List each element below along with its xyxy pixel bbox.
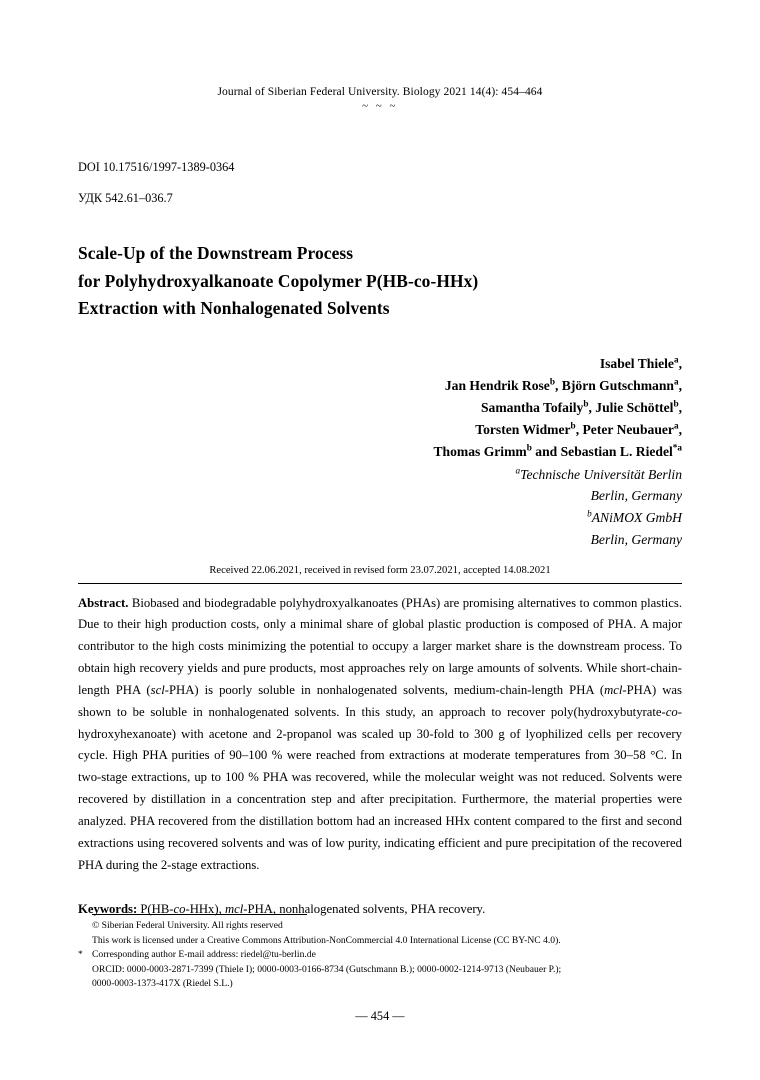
ornament-divider: ~ ~ ~ [362,100,398,112]
footnotes [78,914,682,992]
keywords-text-3: -PHA, nonhalogenated solvents, PHA recovery. [243,901,486,916]
abstract-text-4: -hydroxyhexanoate) with acetone and 2-propanol was scaled up 30-fold to 300 g of lyophilized cells per recovery cycle. High PHA purities of 90–100 % were reached from extractions at moderate temperatures from 30–58 °C. In two-stage extractions, up to 100 % PHA was recovered, while the molecular weight was not reduced. Solvents were recovered by distillation in a concentration step and after precipitation. Furthermore, the material properties were analyzed. PHA recovered from the distillation bottom had an increased HHx content compared to the first and second extractions using recovered solvents and was of low purity, indicating efficient and pure precipitation of the recovered PHA during the 2-stage extractions. [78,704,682,872]
affiliation-marker: b [587,508,592,519]
affiliation-marker: b [570,420,576,431]
affiliation-marker: a [673,353,679,364]
affiliation-name: ANiMOX GmbH [591,510,682,526]
author-list [78,353,682,463]
received-dates: Received 22.06.2021, received in revised form 23.07.2021, accepted 14.08.2021 [209,564,551,576]
affiliation-a [78,464,682,486]
affiliation-marker: a [515,465,521,476]
author-separator: , [678,355,682,371]
affiliation-marker: b [673,398,679,408]
author-separator: , [678,421,682,437]
udk-line: УДК 542.61–036.7 [78,191,173,205]
footnote-orcid-line-1: ORCID: 0000-0003-2871-7399 (Thiele I); 0000-0003-0166-8734 (Gutschmann B.); 0000-0002-1214-9713 (Neubauer P.); [92,963,562,975]
author-name: Jan Hendrik Rose [444,377,550,393]
author-separator: , [575,421,583,437]
affiliation-b-city: Berlin, Germany [590,531,682,547]
footnote-orcid-line-2: 0000-0003-1373-417X (Riedel S.L.) [92,978,233,990]
abstract-label: Abstract. [78,595,129,610]
author-separator: and [531,443,561,459]
author-line-2 [78,375,682,397]
corresponding-author-name: Sebastian L. Riedel [560,443,673,459]
affiliation-marker: a [673,375,679,386]
keywords-text-2: -HHx), [185,901,225,916]
footnote-copyright: © Siberian Federal University. All rights reserved [92,920,283,932]
author-name: Julie Schöttel [595,399,674,415]
author-line-1 [78,353,682,375]
author-name: Björn Gutschmann [561,377,674,393]
affiliation-marker: b [583,398,589,408]
author-line-5 [78,441,682,463]
abstract-italic-2: mcl [604,682,623,697]
affiliation-marker: *a [672,442,682,453]
keywords-italic-2: mcl [224,901,244,916]
author-separator: , [555,377,562,393]
affiliation-marker: a [673,420,679,431]
horizontal-rule [78,583,682,584]
author-separator: , [678,399,682,415]
affiliation-marker: b [526,442,532,453]
footnote-license: This work is licensed under a Creative Commons Attribution-NonCommercial 4.0 International License (CC BY-NC 4.0). [92,934,561,946]
title-line-1: Scale-Up of the Downstream Process [78,243,354,263]
abstract-text-1: Biobased and biodegradable polyhydroxyalkanoates (PHAs) are promising alternatives to common plastics. Due to their high production costs, only a minimal share of global plastic production is composed of PHA. A major contributor to the high costs minimizing the potential to occupy a larger market share is the downstream process. To obtain high recovery yields and pure products, most approaches rely on large amounts of solvents. While short-chain-length PHA ( [78,595,682,697]
journal-header: Journal of Siberian Federal University. Biology 2021 14(4): 454–464 [217,86,543,98]
author-name: Torsten Widmer [475,421,571,437]
page-title [78,240,682,323]
abstract-italic-3: co [665,704,678,719]
abstract-italic-1: scl [150,682,165,697]
title-line-3: Extraction with Nonhalogenated Solvents [78,298,390,318]
author-name: Isabel Thiele [599,355,674,371]
page-number: — 454 — [355,1009,405,1023]
doi-line: DOI 10.17516/1997-1389-0364 [78,160,235,174]
author-name: Thomas Grimm [433,443,527,459]
author-separator: , [678,377,682,393]
title-line-2: for Polyhydroxyalkanoate Copolymer P(HB-co-HHx) [78,270,479,291]
affiliation-name: Technische Universität Berlin [520,466,682,482]
keywords-italic-1: co [173,901,186,916]
author-name: Peter Neubauer [582,421,674,437]
affiliation-list [78,464,682,551]
abstract-text-2: -PHA) is poorly soluble in nonhalogenated solvents, medium-chain-length PHA ( [164,682,605,697]
keywords-text-1: P(HB- [137,901,174,916]
affiliation-b [78,507,682,529]
asterisk-marker: * [78,949,83,961]
abstract-paragraph [78,593,682,877]
keywords-label: Keywords: [78,901,138,916]
affiliation-marker: b [549,375,555,386]
author-line-3 [78,397,682,419]
footnote-corresponding-author [78,948,682,963]
affiliation-a-city: Berlin, Germany [590,488,682,504]
author-line-4 [78,419,682,441]
footnote-corresponding-text[interactable]: Corresponding author E-mail address: riedel@tu-berlin.de [92,949,316,961]
author-separator: , [588,399,596,415]
author-name: Samantha Tofaily [480,399,584,415]
footnote-rule [92,914,307,915]
abstract-text-3: -PHA) was shown to be soluble in nonhalogenated solvents. In this study, an approach to recover poly(hydroxybutyrate- [78,682,682,719]
